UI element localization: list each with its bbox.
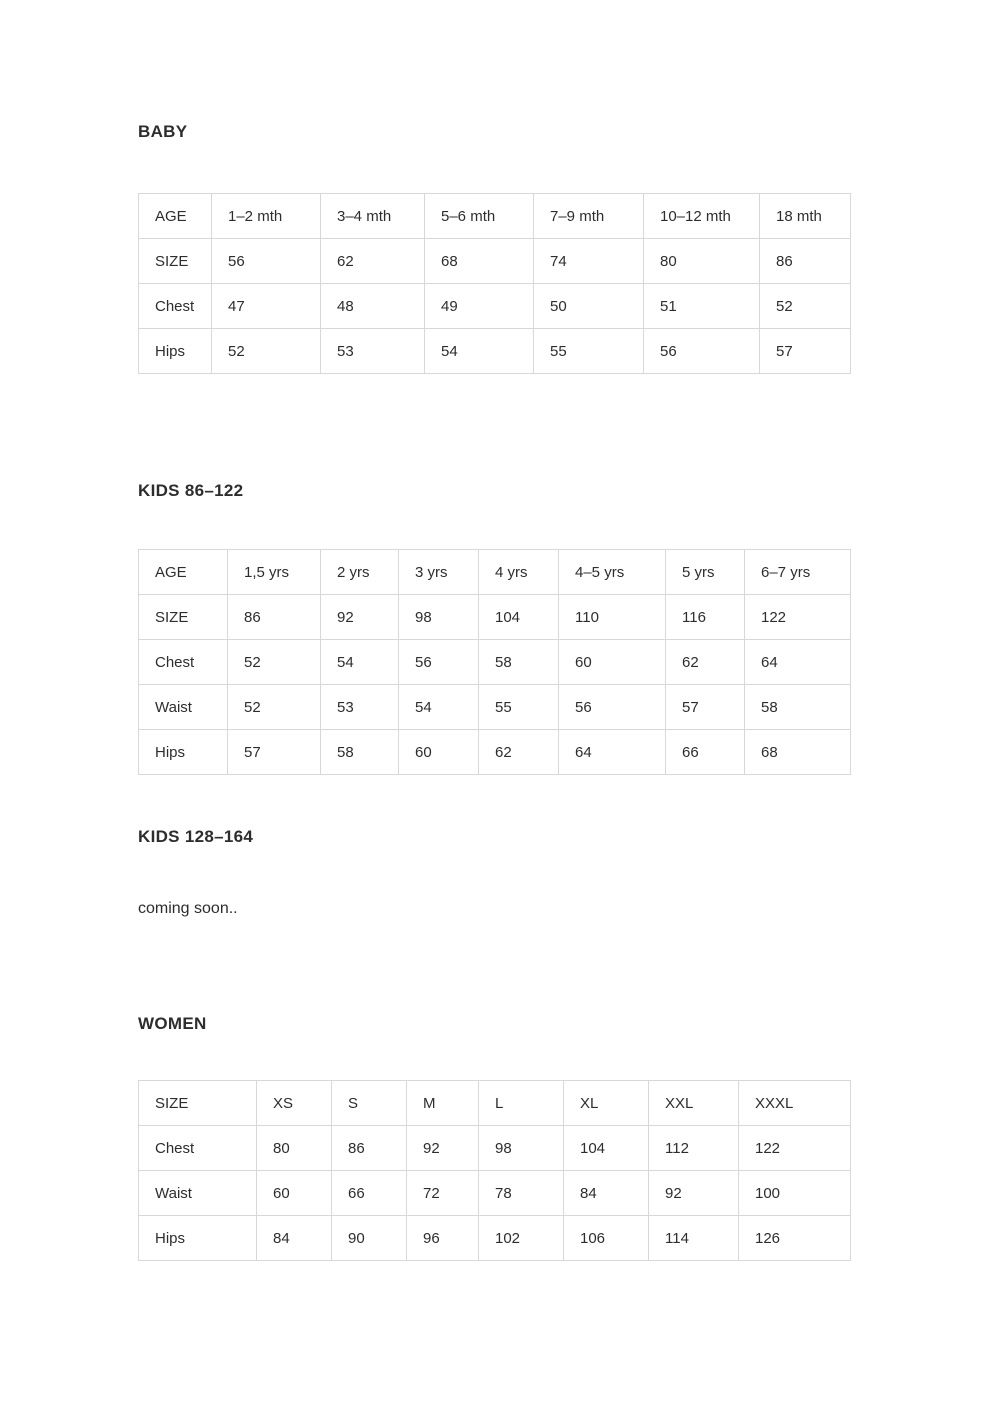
table-row xyxy=(139,730,851,775)
table-row xyxy=(139,1126,851,1171)
value-cell: 64 xyxy=(745,640,851,685)
value-cell: 55 xyxy=(479,685,559,730)
value-cell: 50 xyxy=(534,284,644,329)
table-row xyxy=(139,194,851,239)
value-cell: 68 xyxy=(745,730,851,775)
kids-86-122-size-table xyxy=(138,549,851,775)
value-cell: 104 xyxy=(564,1126,649,1171)
value-cell: 60 xyxy=(257,1171,332,1216)
value-cell: 114 xyxy=(649,1216,739,1261)
value-cell: 74 xyxy=(534,239,644,284)
value-cell: 102 xyxy=(479,1216,564,1261)
value-cell: 52 xyxy=(760,284,851,329)
value-cell: 84 xyxy=(257,1216,332,1261)
value-cell: 92 xyxy=(321,595,399,640)
label-cell: 1,5 yrs xyxy=(228,550,321,595)
label-cell: 4–5 yrs xyxy=(559,550,666,595)
value-cell: 92 xyxy=(407,1126,479,1171)
label-cell: 18 mth xyxy=(760,194,851,239)
label-cell: 3 yrs xyxy=(399,550,479,595)
value-cell: 62 xyxy=(479,730,559,775)
label-cell: 4 yrs xyxy=(479,550,559,595)
value-cell: 58 xyxy=(745,685,851,730)
value-cell: 56 xyxy=(212,239,321,284)
value-cell: 57 xyxy=(666,685,745,730)
label-cell: 7–9 mth xyxy=(534,194,644,239)
label-cell: L xyxy=(479,1081,564,1126)
value-cell: 54 xyxy=(425,329,534,374)
table-row xyxy=(139,640,851,685)
kids-86-122-section-heading: KIDS 86–122 xyxy=(138,481,244,500)
value-cell: 64 xyxy=(559,730,666,775)
label-cell: XXL xyxy=(649,1081,739,1126)
label-cell: S xyxy=(332,1081,407,1126)
value-cell: 52 xyxy=(228,640,321,685)
value-cell: 96 xyxy=(407,1216,479,1261)
label-cell: 6–7 yrs xyxy=(745,550,851,595)
label-cell: AGE xyxy=(139,550,228,595)
value-cell: 80 xyxy=(644,239,760,284)
label-cell: 5–6 mth xyxy=(425,194,534,239)
value-cell: 62 xyxy=(666,640,745,685)
label-cell: Waist xyxy=(139,685,228,730)
label-cell: SIZE xyxy=(139,1081,257,1126)
label-cell: Chest xyxy=(139,1126,257,1171)
label-cell: Chest xyxy=(139,640,228,685)
value-cell: 122 xyxy=(745,595,851,640)
value-cell: 54 xyxy=(321,640,399,685)
women-section-heading: WOMEN xyxy=(138,1014,207,1033)
value-cell: 58 xyxy=(479,640,559,685)
table-row xyxy=(139,1216,851,1261)
table-row xyxy=(139,329,851,374)
value-cell: 92 xyxy=(649,1171,739,1216)
label-cell: SIZE xyxy=(139,595,228,640)
value-cell: 112 xyxy=(649,1126,739,1171)
value-cell: 104 xyxy=(479,595,559,640)
baby-size-table xyxy=(138,193,851,374)
label-cell: XS xyxy=(257,1081,332,1126)
value-cell: 55 xyxy=(534,329,644,374)
value-cell: 126 xyxy=(739,1216,851,1261)
label-cell: XL xyxy=(564,1081,649,1126)
label-cell: Hips xyxy=(139,329,212,374)
value-cell: 52 xyxy=(228,685,321,730)
coming-soon-note: coming soon.. xyxy=(138,900,238,917)
kids-128-164-section-heading: KIDS 128–164 xyxy=(138,827,254,846)
value-cell: 52 xyxy=(212,329,321,374)
value-cell: 56 xyxy=(559,685,666,730)
value-cell: 80 xyxy=(257,1126,332,1171)
value-cell: 122 xyxy=(739,1126,851,1171)
label-cell: AGE xyxy=(139,194,212,239)
label-cell: 5 yrs xyxy=(666,550,745,595)
label-cell: Waist xyxy=(139,1171,257,1216)
value-cell: 66 xyxy=(666,730,745,775)
value-cell: 57 xyxy=(760,329,851,374)
value-cell: 66 xyxy=(332,1171,407,1216)
women-size-table xyxy=(138,1080,851,1261)
table-row xyxy=(139,284,851,329)
label-cell: 3–4 mth xyxy=(321,194,425,239)
label-cell: M xyxy=(407,1081,479,1126)
table-row xyxy=(139,685,851,730)
label-cell: Hips xyxy=(139,1216,257,1261)
value-cell: 56 xyxy=(644,329,760,374)
value-cell: 62 xyxy=(321,239,425,284)
value-cell: 47 xyxy=(212,284,321,329)
value-cell: 90 xyxy=(332,1216,407,1261)
value-cell: 84 xyxy=(564,1171,649,1216)
value-cell: 60 xyxy=(559,640,666,685)
value-cell: 53 xyxy=(321,685,399,730)
value-cell: 86 xyxy=(332,1126,407,1171)
value-cell: 116 xyxy=(666,595,745,640)
value-cell: 98 xyxy=(479,1126,564,1171)
value-cell: 72 xyxy=(407,1171,479,1216)
value-cell: 68 xyxy=(425,239,534,284)
value-cell: 60 xyxy=(399,730,479,775)
value-cell: 86 xyxy=(760,239,851,284)
value-cell: 56 xyxy=(399,640,479,685)
label-cell: 2 yrs xyxy=(321,550,399,595)
label-cell: Chest xyxy=(139,284,212,329)
label-cell: 1–2 mth xyxy=(212,194,321,239)
baby-section-heading: BABY xyxy=(138,122,188,141)
label-cell: XXXL xyxy=(739,1081,851,1126)
value-cell: 110 xyxy=(559,595,666,640)
table-row xyxy=(139,1171,851,1216)
value-cell: 51 xyxy=(644,284,760,329)
value-cell: 106 xyxy=(564,1216,649,1261)
table-row xyxy=(139,239,851,284)
label-cell: SIZE xyxy=(139,239,212,284)
value-cell: 57 xyxy=(228,730,321,775)
value-cell: 54 xyxy=(399,685,479,730)
label-cell: Hips xyxy=(139,730,228,775)
table-row xyxy=(139,595,851,640)
value-cell: 100 xyxy=(739,1171,851,1216)
value-cell: 53 xyxy=(321,329,425,374)
table-row xyxy=(139,1081,851,1126)
value-cell: 78 xyxy=(479,1171,564,1216)
value-cell: 86 xyxy=(228,595,321,640)
value-cell: 58 xyxy=(321,730,399,775)
value-cell: 48 xyxy=(321,284,425,329)
value-cell: 98 xyxy=(399,595,479,640)
label-cell: 10–12 mth xyxy=(644,194,760,239)
table-row xyxy=(139,550,851,595)
value-cell: 49 xyxy=(425,284,534,329)
